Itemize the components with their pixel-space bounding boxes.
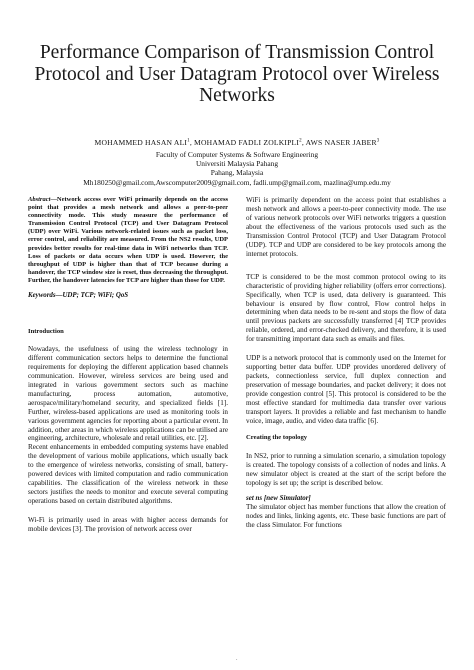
affiliation-line: Faculty of Computer Systems & Software Engineering [155, 150, 319, 159]
code-subheading: set ns [new Simulator] [246, 493, 311, 502]
body-paragraph: TCP is considered to be the most common protocol owing to its characteristic of providing higher reliability (offers error corrections). Specifically, when TCP is used, data delivery is guaranteed. This behaviour is ensured by flow control, Flow control helps in determining when data needs to be re-sent and stops the flow of data until previous packets are successfully transferred [4] TCP provides reliable, ordered, and error-checked delivery, and therefore, it is used for transmitting important data such as emails and files. [246, 272, 446, 344]
title-line: Networks [199, 85, 275, 106]
author-mark: 3 [376, 138, 380, 144]
author-name: MOHAMMED HASAN ALI [94, 138, 188, 147]
affiliation-line: Universiti Malaysia Pahang [195, 159, 279, 169]
author-name: , MOHAMAD FADLI ZOLKIPLI [189, 138, 300, 147]
section-heading-topology: Creating the topology [246, 433, 308, 441]
left-column [28, 196, 228, 534]
affiliation-line: Pahang, Malaysia [210, 168, 264, 178]
body-paragraph: The simulator object has member functions that allow the creation of nodes and links, linking agents, etc. These basic functions are part of the class Simulator. For functions [246, 502, 446, 529]
body-paragraph: UDP is a network protocol that is commonly used on the Internet for supporting better data buffer. UDP provides unordered delivery of packets, connectionless service, full duplex connection and preservation of message boundaries, and packet delivery; it does not provide congestion control [5]. This protocol is considered to be the most effective standard for multimedia data transfer over various transport layers. It provides a reliable and fast mechanism to handle voice, image, audio, and video data traffic [6]. [246, 354, 446, 425]
abstract-label: Abstract [28, 196, 51, 203]
email-line: Mh180250@gmail.com,Awscomputer2009@gmail.com, fadli.ump@gmail.com, mazlina@ump.edu.my [83, 177, 391, 187]
abstract-text: —Network access over WiFi primarily depends on the access point that provides a mesh network and allows a peer-to-peer connectivity mode. This study measure the performance of Transmission Control Protocol (TCP) and User Datagram Protocol (UDP) over WiFi. Various network-related issues such as packet loss, error control, and reliability are measured. From the NS2 results, UDP provides better results for real-time data in WiFi networks than TCP. Loss of packets or data occurs when UDP is used. However, the throughput of UDP is higher than that of TCP because during a handover, the TCP window size is reset, thus decreasing the throughput. Further, the handover latencies for TCP are higher than those for UDP. [28, 196, 228, 284]
author-name: , AWS NASER JABER [301, 138, 377, 147]
author-mark: 1 [187, 138, 190, 144]
section-heading-introduction: Introduction [28, 327, 64, 335]
body-paragraph: Wi-Fi is primarily used in areas with higher access demands for mobile devices [3]. The provision of network access over [28, 516, 228, 534]
title-line: Performance Comparison of Transmission Control [39, 42, 435, 63]
author-mark: 2 [299, 138, 302, 144]
body-paragraph: Nowadays, the usefulness of using the wireless technology in different communication sectors helps to determine the functional requirements for deploying the different application based channels communication. However, wireless services are being used and integrated in various government sectors such as machine manufacturing, process automation, automotive, aerospace/military/homeland security, and specialized fields [1]. Further, wireless-based applications are used as monitoring tools in various government agencies for reporting about a particular event. In addition, other areas in which wireless applications can be utilised are engineering, architecture, wholesale and retail utilities, etc. [2]. [28, 344, 228, 443]
title-line: Protocol and User Datagram Protocol over Wireless [34, 63, 440, 85]
paper-title [20, 42, 454, 107]
abstract [28, 196, 228, 285]
affiliation-block [20, 150, 454, 187]
page-footer-mark: . [236, 656, 238, 662]
body-paragraph: WiFi is primarily dependent on the access point that establishes a mesh network and allows a peer-to-peer connectivity mode. The use of various network protocols over WiFi networks triggers a question about the effectiveness of the various protocols used such as the Transmission Control Protocol (TCP) and User Datagram Protocol (UDP). TCP and UDP are considered to be key protocols among the internet protocols. [246, 196, 446, 258]
body-paragraph: Recent enhancements in embedded computing systems have enabled the development of various mobile applications, which usually back to the emergence of wireless networks, consisting of small, battery-powered devices with limited computation and radio communication capabilities. The classification of the wireless network in these sectors justifies the needs to monitor and execute several computing operations based on certain distributed algorithms. [28, 443, 228, 506]
author-list [20, 138, 454, 147]
keywords: Keywords—UDP; TCP; WiFi; QoS [28, 292, 129, 300]
right-column [246, 196, 446, 530]
body-paragraph: In NS2, prior to running a simulation scenario, a simulation topology is created. The topology consists of a collection of nodes and links. A new simulator object is created at the start of the script before the topology is set up; the script is described below. [246, 451, 446, 487]
